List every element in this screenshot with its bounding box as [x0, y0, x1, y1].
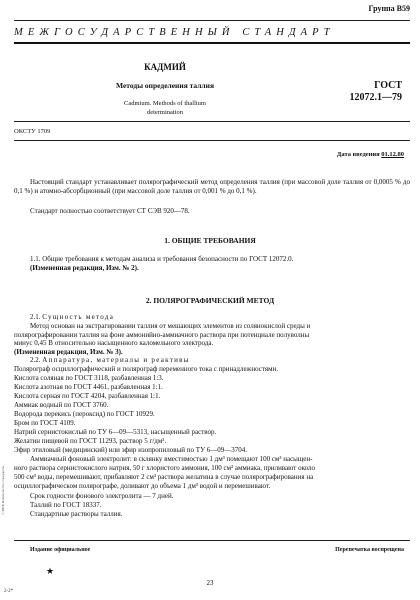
- star-icon: ★: [46, 566, 55, 576]
- english-title-line2: determination: [146, 109, 184, 116]
- gost-label: ГОСТ: [374, 80, 402, 91]
- reagent-item: Бром по ГОСТ 4109.: [14, 419, 76, 427]
- reagent-item: Эфир этиловый (медицинский) или эфир изопропиловый по ТУ 6—09—3704.: [14, 446, 248, 454]
- english-title: [0, 99, 330, 117]
- top-rule: [14, 20, 410, 21]
- okstu-rule: [14, 140, 410, 141]
- footer-rule: [14, 540, 410, 541]
- subsection-2-1-title: Сущность метода: [42, 313, 115, 321]
- method-line-2: полярографировании таллия на фоне аммонийно-аммиачного раствора при потенциале полуволны: [14, 330, 310, 339]
- section-1-title: 1. ОБЩИЕ ТРЕБОВАНИЯ: [164, 236, 256, 245]
- subsection-2-1-heading: [14, 313, 420, 322]
- gost-designation: [350, 80, 403, 104]
- reagent-item: Желатин пищевой по ГОСТ 11293, раствор 5 г/дм³.: [14, 437, 167, 445]
- section-1-note: (Измененная редакция, Изм. № 2).: [30, 264, 139, 272]
- date-label: Дата введения: [336, 151, 382, 158]
- english-title-line1: Cadmium. Methods of thallium: [124, 100, 206, 107]
- date-value: 01.12.80: [381, 151, 404, 158]
- method-line-3: минус 0,45 В относительно насыщенного каломельного электрода.: [14, 339, 214, 347]
- doc-subtitle: Методы определения таллия: [115, 81, 215, 90]
- reagent-item: Кислота азотная по ГОСТ 4461, разбавленная 1:1.: [14, 383, 163, 391]
- official-edition: Издание официальное: [30, 547, 91, 553]
- okstu-code: ОКСТУ 1709: [14, 128, 51, 135]
- reprint-prohibited: Перепечатка воспрещена: [335, 547, 404, 553]
- intro-compliance: Стандарт полностью соответствует СТ СЭВ 920—78.: [30, 207, 190, 215]
- reagent-item: Кислота соляная по ГОСТ 3118, разбавленная 1:3.: [14, 374, 164, 382]
- reagent-item: Водорода перекись (пероксид) по ГОСТ 10929.: [14, 410, 155, 418]
- method-line-1: Метод основан на экстрагировании таллия от мешающих элементов из солянокислой среды и: [30, 322, 311, 330]
- reagent-item: Полярограф осциллографический и полярограф переменного тока с принадлежностями.: [14, 365, 279, 373]
- tail-line: Срок годности фонового электролита — 7 дней.: [30, 492, 174, 500]
- subsection-2-2-num: 2.2.: [30, 356, 43, 364]
- tail-line: Таллий по ГОСТ 18337.: [30, 501, 102, 509]
- subsection-2-1-num: 2.1.: [30, 313, 43, 321]
- intro-paragraph: Настоящий стандарт устанавливает полярографический метод определения таллия (при массовой доле таллия от 0,0005 % до 0,1 %) и атомно-абсорбционный (при массовой доле таллия от 0,001 % до 0,1 %).: [14, 178, 410, 195]
- electrolyte-line-4: осциллографическом полярографе, доливают до объема 1 дм³ водой и перемешивают.: [14, 482, 271, 490]
- tail-line: Стандартные растворы таллия.: [30, 510, 123, 518]
- page-number: 23: [206, 579, 214, 587]
- method-note: (Измененная редакция, Изм. № 3).: [14, 347, 123, 356]
- reagent-item: Аммиак водный по ГОСТ 3760.: [14, 401, 109, 409]
- doc-title: КАДМИЙ: [144, 62, 186, 72]
- title-rule: [14, 121, 410, 122]
- corner-code: 2-2*: [4, 589, 14, 594]
- side-imprint: © ИПК Издательство стандартов: [1, 465, 5, 515]
- electrolyte-line-3: 500 см³ воды, перемешивают, прибавляют 2 см³ раствора желатина в случае полярографирования на: [14, 473, 314, 481]
- banner-rule: [14, 42, 410, 44]
- electrolyte-line-1: Аммиачный фоновый электролит: в склянку вместимостью 1 дм³ помещают 100 см³ насыщен-: [30, 455, 313, 463]
- section-1-paragraph: 1.1. Общие требования к методам анализа и требования безопасности по ГОСТ 12072.0.: [30, 255, 294, 263]
- gost-number: 12072.1—79: [349, 92, 402, 103]
- subsection-2-2-heading: [14, 356, 420, 365]
- reagent-item: Кислота серная по ГОСТ 4204, разбавленная 1:1.: [14, 392, 161, 400]
- reagent-item: Натрий сернистокислый по ТУ 6—09—5313, насыщенный раствор.: [14, 428, 217, 436]
- subsection-2-2-title: Аппаратура, материалы и реактивы: [42, 356, 190, 364]
- electrolyte-line-2: ного раствора сернистокислого натрия, 50 г хлористого аммония, 100 см³ аммиака, приливают около: [14, 464, 316, 472]
- section-2-title: 2. ПОЛЯРОГРАФИЧЕСКИЙ МЕТОД: [145, 296, 275, 305]
- group-code: Группа В59: [368, 4, 410, 13]
- introduction-date: [337, 151, 404, 158]
- standard-banner: МЕЖГОСУДАРСТВЕННЫЙ СТАНДАРТ: [14, 27, 335, 38]
